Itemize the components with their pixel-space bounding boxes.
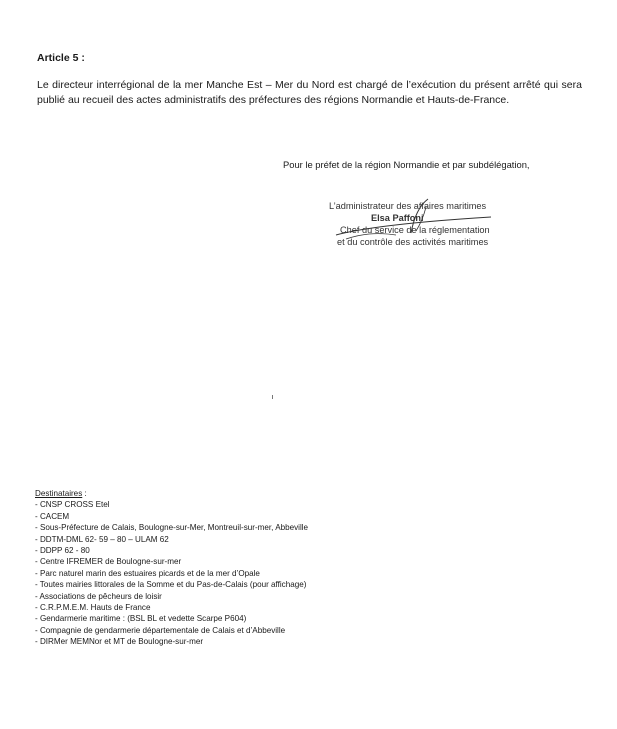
recipient-item: - CACEM [35, 511, 70, 521]
recipients-list [35, 499, 308, 647]
recipient-item: - CNSP CROSS Etel [35, 500, 110, 510]
recipient-item: - C.R.P.M.E.M. Hauts de France [35, 603, 151, 613]
signature-role-line-1: Chef du service de la réglementation [340, 225, 490, 235]
delegation-line: Pour le préfet de la région Normandie et par subdélégation, [283, 159, 530, 170]
article-title: Article 5 : [37, 52, 85, 64]
scan-speck [272, 395, 273, 399]
recipient-item: - Sous-Préfecture de Calais, Boulogne-sur-Mer, Montreuil-sur-mer, Abbeville [35, 523, 309, 533]
recipient-item: - Centre IFREMER de Boulogne-sur-mer [35, 557, 182, 567]
recipient-item: - Gendarmerie maritime : (BSL BL et vedette Scarpe P604) [35, 614, 247, 624]
recipient-item: - DDPP 62 - 80 [35, 546, 90, 556]
recipients-section [35, 488, 308, 648]
recipients-heading-suffix: : [82, 489, 87, 498]
article-body: Le directeur interrégional de la mer Manche Est – Mer du Nord est chargé de l’exécution du présent arrêté qui sera publié au recueil des actes administratifs des préfectures des régions Normandie et Hauts-de-France. [37, 79, 582, 106]
recipients-heading: Destinataires [35, 489, 83, 498]
signature-title: L’administrateur des affaires maritimes [329, 201, 487, 211]
recipient-item: - DDTM-DML 62- 59 – 80 – ULAM 62 [35, 534, 169, 544]
recipient-item: - Associations de pêcheurs de loisir [35, 591, 162, 601]
signature-name: Elsa Paffoni [371, 213, 424, 223]
recipients-heading-line [35, 489, 87, 498]
signature-block [326, 200, 516, 248]
signature-role-line-2: et du contrôle des activités maritimes [337, 237, 489, 247]
recipient-item: - DIRMer MEMNor et MT de Boulogne-sur-mer [35, 637, 204, 647]
recipient-item: - Parc naturel marin des estuaires picards et de la mer d’Opale [35, 568, 260, 578]
recipient-item: - Toutes mairies littorales de la Somme et du Pas-de-Calais (pour affichage) [35, 580, 307, 590]
recipient-item: - Compagnie de gendarmerie départementale de Calais et d’Abbeville [35, 625, 286, 635]
